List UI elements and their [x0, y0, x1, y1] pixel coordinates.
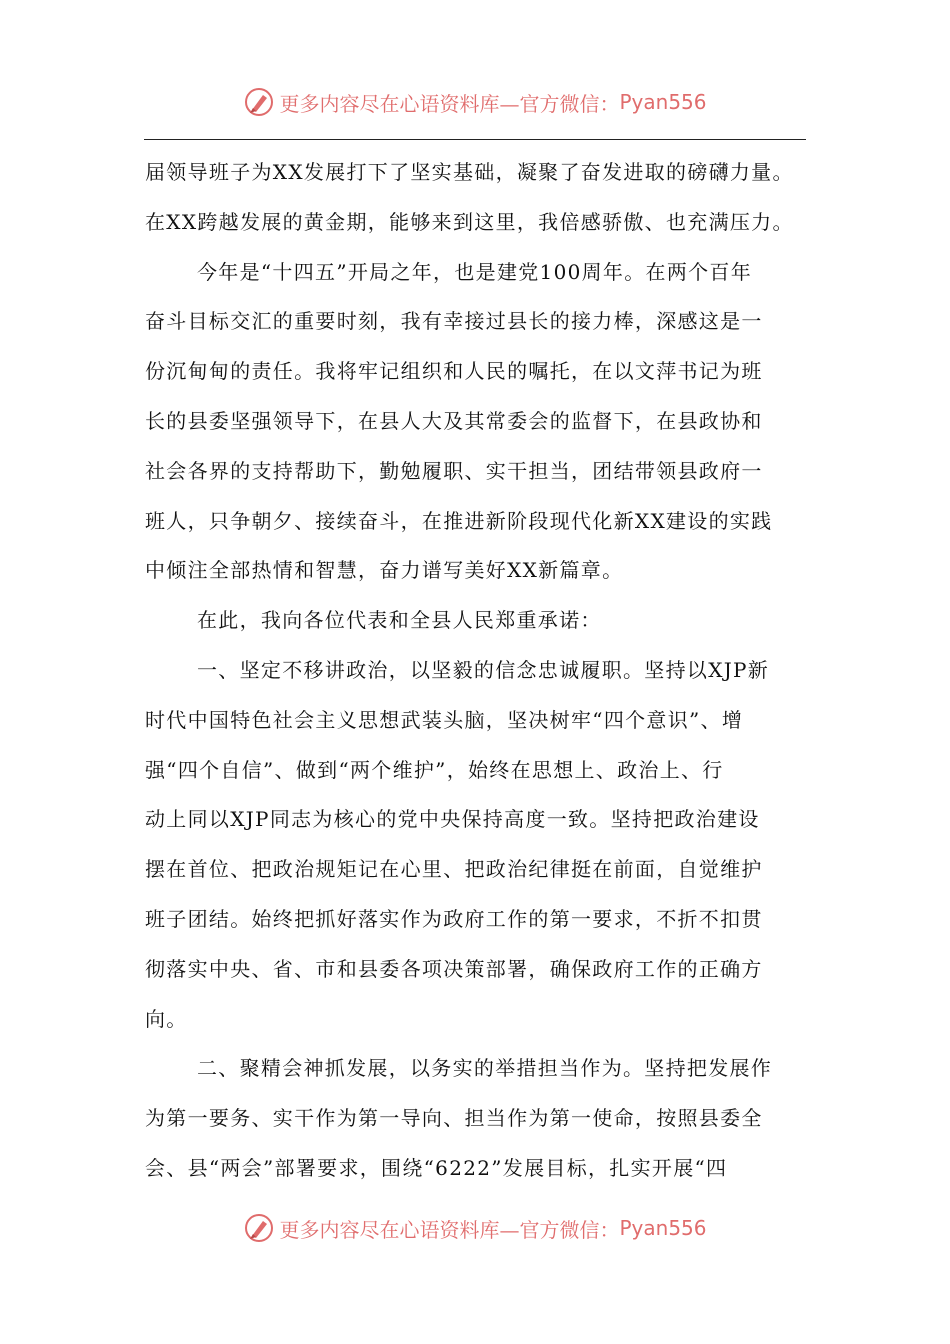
text-line: 在XX跨越发展的黄金期，能够来到这里，我倍感骄傲、也充满压力。 — [145, 209, 794, 234]
paragraph — [145, 1044, 805, 1193]
text-line: 社会各界的支持帮助下，勤勉履职、实干担当，团结带领县政府一 — [145, 458, 763, 483]
text-line: 时代中国特色社会主义思想武装头脑，坚决树牢“四个意识”、增 — [145, 707, 744, 732]
text-line: 在此，我向各位代表和全县人民郑重承诺： — [197, 608, 602, 633]
text-line: 向。 — [145, 1006, 188, 1031]
text-line: 彻落实中央、省、市和县委各项决策部署，确保政府工作的正确方 — [145, 956, 763, 981]
text-line: 为第一要务、实干作为第一导向、担当作为第一使命，按照县委全 — [145, 1106, 763, 1131]
text-line: 届领导班子为XX发展打下了坚实基础，凝聚了奋发进取的磅礴力量。 — [145, 160, 794, 184]
text-line: 班人，只争朝夕、接续奋斗，在推进新阶段现代化新XX建设的实践 — [145, 508, 773, 533]
pen-nib-logo-icon — [243, 1212, 275, 1244]
text-line: 长的县委坚强领导下，在县人大及其常委会的监督下，在县政协和 — [145, 408, 763, 433]
text-line: 二、聚精会神抓发展，以务实的举措担当作为。坚持把发展作 — [197, 1056, 773, 1081]
text-line: 摆在首位、把政治规矩记在心里、把政治纪律挺在前面，自觉维护 — [145, 857, 763, 882]
text-line: 今年是“十四五”开局之年，也是建党100周年。在两个百年 — [197, 259, 753, 284]
text-line: 班子团结。始终把抓好落实作为政府工作的第一要求，不折不扣贯 — [145, 906, 763, 931]
paragraph — [145, 148, 805, 248]
text-line: 强“四个自信”、做到“两个维护”，始终在思想上、政治上、行 — [145, 757, 724, 782]
pen-nib-logo-icon — [243, 86, 275, 118]
text-line: 中倾注全部热情和智慧，奋力谱写美好XX新篇章。 — [145, 558, 624, 583]
footer-banner — [0, 1212, 950, 1244]
text-line: 份沉甸甸的责任。我将牢记组织和人民的嘱托，在以文萍书记为班 — [145, 359, 763, 384]
paragraph — [145, 646, 805, 1044]
banner-text: 更多内容尽在心语资料库—官方微信： — [279, 91, 620, 116]
header-divider — [144, 139, 806, 140]
text-line: 奋斗目标交汇的重要时刻，我有幸接过县长的接力棒，深感这是一 — [145, 309, 763, 334]
banner-handle: Pyan556 — [619, 1216, 707, 1240]
paragraph — [145, 248, 805, 597]
document-body — [145, 148, 805, 1194]
paragraph — [145, 596, 805, 646]
text-line: 会、县“两会”部署要求，围绕“6222”发展目标，扎实开展“四 — [145, 1155, 728, 1180]
text-line: 动上同以XJP同志为核心的党中央保持高度一致。坚持把政治建设 — [145, 807, 760, 832]
banner-handle: Pyan556 — [619, 90, 707, 114]
banner-text: 更多内容尽在心语资料库—官方微信： — [279, 1217, 620, 1242]
header-banner — [0, 86, 950, 118]
text-line: 一、坚定不移讲政治，以坚毅的信念忠诚履职。坚持以XJP新 — [197, 657, 770, 682]
